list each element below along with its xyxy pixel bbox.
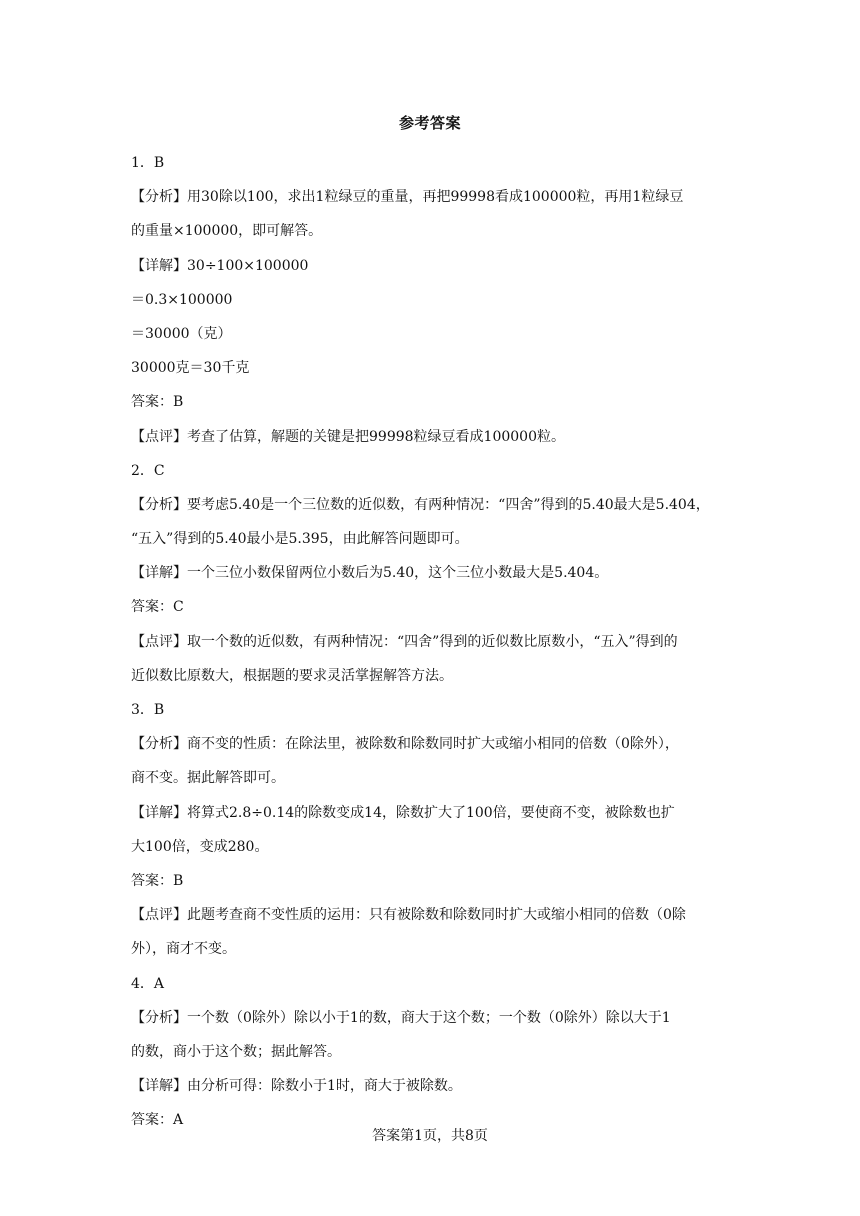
text-line: 【点评】考查了估算，解题的关键是把99998粒绿豆看成100000粒。 (131, 428, 565, 445)
text-line: 外），商才不变。 (131, 941, 236, 958)
answer-content (131, 146, 731, 1137)
text-line: 答案：C (131, 599, 184, 616)
page-footer: 答案第1页，共8页 (372, 1128, 488, 1144)
text-line: 【详解】一个三位小数保留两位小数后为5.40，这个三位小数最大是5.404。 (131, 565, 609, 582)
text-line: 答案：B (131, 394, 184, 411)
text-line: 【详解】由分析可得：除数小于1时，商大于被除数。 (131, 1078, 462, 1095)
text-line: ＝30000（克） (131, 325, 232, 342)
text-line: 【分析】一个数（0除外）除以小于1的数，商大于这个数；一个数（0除外）除以大于1 (131, 1009, 671, 1026)
text-line: 【点评】取一个数的近似数，有两种情况：“四舍”得到的近似数比原数小，“五入”得到的 (131, 633, 678, 650)
page-title: 参考答案 (398, 114, 461, 132)
text-line: 1．B (131, 155, 165, 171)
text-line: 的重量×100000，即可解答。 (131, 223, 323, 240)
text-line: 商不变。据此解答即可。 (131, 770, 285, 787)
text-line: 3．B (131, 702, 165, 718)
text-line: 【分析】商不变的性质：在除法里，被除数和除数同时扩大或缩小相同的倍数（0除外）， (131, 736, 679, 753)
text-line: 大100倍，变成280。 (131, 838, 269, 855)
text-line: 【点评】此题考查商不变性质的运用：只有被除数和除数同时扩大或缩小相同的倍数（0除 (131, 907, 686, 924)
text-line: 【详解】将算式2.8÷0.14的除数变成14，除数扩大了100倍，要使商不变，被除数也扩 (131, 804, 675, 821)
text-line: 4．A (131, 975, 165, 992)
text-line: 答案：A (131, 1112, 184, 1129)
text-line: 【分析】用30除以100，求出1粒绿豆的重量，再把99998看成100000粒，再用1粒绿豆 (131, 189, 684, 206)
text-line: 2．C (131, 462, 165, 479)
text-line: ＝0.3×100000 (131, 291, 233, 308)
text-line: 答案：B (131, 872, 184, 889)
text-line: 的数，商小于这个数；据此解答。 (131, 1043, 341, 1060)
text-line: 30000克＝30千克 (131, 360, 250, 377)
text-line: 【分析】要考虑5.40是一个三位数的近似数，有两种情况：“四舍”得到的5.40最大是5.404， (131, 496, 710, 513)
text-line: “五入”得到的5.40最小是5.395，由此解答问题即可。 (131, 531, 469, 548)
text-line: 近似数比原数大，根据题的要求灵活掌握解答方法。 (131, 667, 453, 684)
text-line: 【详解】30÷100×100000 (131, 257, 309, 274)
